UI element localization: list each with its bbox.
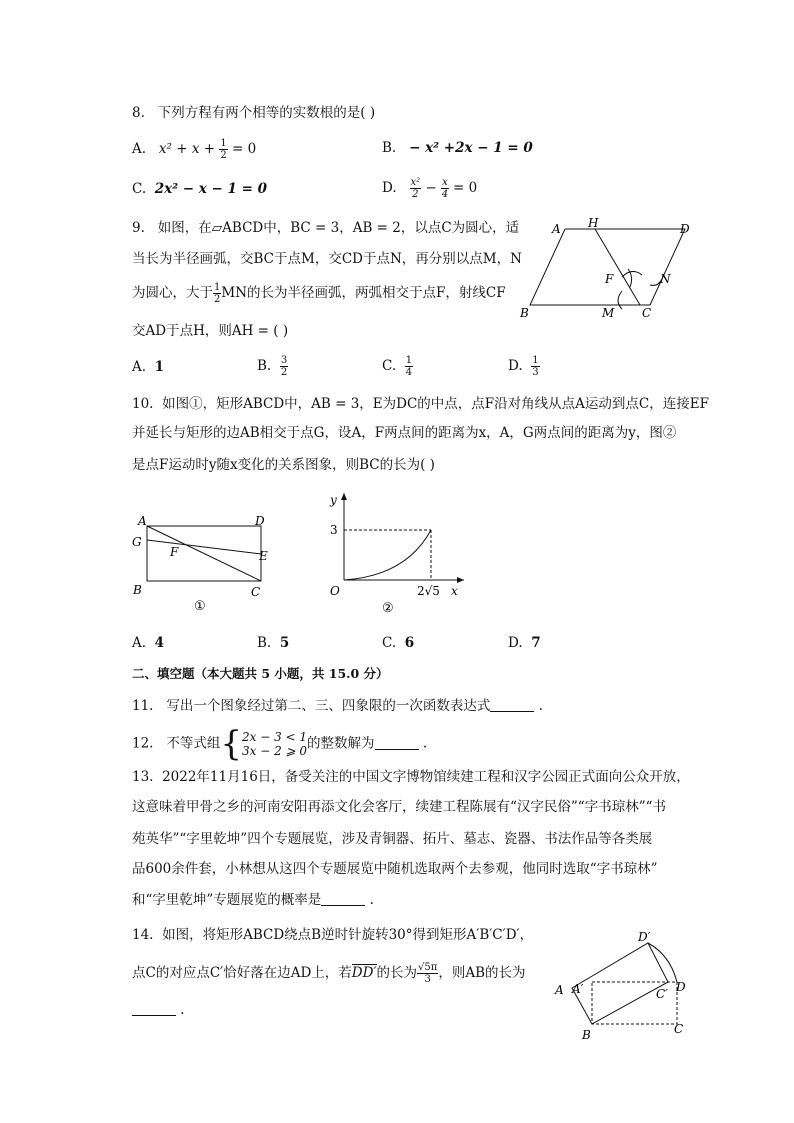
label-x: x [451, 584, 458, 598]
answer-blank[interactable] [375, 735, 419, 750]
q8-option-c[interactable] [132, 179, 267, 199]
q10-line2: 并延长与矩形的边AB相交于点G，设A，F两点间的距离为x，A，G两点间的距离为y，图② [132, 425, 677, 441]
q9-option-c[interactable] [382, 355, 413, 378]
fraction: $\frac{√5\pi}{3}$ [418, 962, 438, 985]
label-c: C [642, 306, 652, 320]
answer-blank[interactable] [490, 697, 534, 712]
label-d: D [680, 222, 690, 236]
q8-option-b[interactable] [382, 138, 533, 158]
label-c: C [251, 585, 261, 599]
q13-line1 [132, 767, 690, 787]
option-value: 4 [154, 635, 165, 651]
q8-text: 下列方程有两个相等的实数根的是( ) [157, 105, 376, 121]
answer-blank[interactable] [132, 1001, 176, 1016]
q14-line2: 点C的对应点C′恰好落在边AD上，若DD′的长为 $\frac{√5\pi}{3}$ ，则AB的长为 [132, 962, 526, 985]
q9-line3: 为圆心，大于 $\frac{1}{2}$ MN的长为半径画弧，两弧相交于点F，射线CF [132, 282, 506, 305]
minus-sign: − [425, 180, 437, 196]
label-b: B [582, 1028, 591, 1042]
q13-line4: 品600余件套，小林想从这四个专题展览中随机选取两个去参观，他同时选取“字书琼林” [132, 861, 658, 877]
arc-m [618, 291, 622, 309]
q13-line5: 和“字里乾坤”专题展览的概率是 . [132, 892, 374, 908]
option-formula: − x² +2x − 1 = 0 [409, 140, 533, 156]
q10-option-d[interactable] [508, 633, 541, 653]
q10-number: 10. [132, 396, 154, 412]
figure-caption: ① [194, 599, 206, 614]
label-a-prime: A′ [572, 982, 584, 996]
option-label: D. [508, 358, 523, 374]
q9-line4: 交AD于点H，则AH = ( ) [132, 323, 289, 339]
q9-option-b[interactable] [257, 355, 288, 378]
option-label: A. [132, 141, 147, 157]
label-f: F [170, 545, 179, 559]
curve [344, 530, 431, 580]
q10-line1 [132, 394, 709, 414]
q9-number: 9. [132, 220, 145, 236]
q11-text: 写出一个图象经过第二、三、四象限的一次函数表达式 [166, 698, 491, 714]
label-e: E [259, 549, 268, 563]
q9-text: 如图，在▱ABCD中，BC = 3，AB = 2，以点C为圆心，适 [157, 220, 520, 236]
label-d: D [676, 980, 686, 994]
label-a: A [138, 514, 147, 528]
q10-text: 如图①，矩形ABCD中，AB = 3，E为DC的中点，点F沿对角线从点A运动到点C，连接EF [162, 396, 709, 412]
option-label: C. [132, 181, 147, 197]
q10-line3: 是点F运动时y随x变化的关系图象，则BC的长为( ) [132, 457, 435, 473]
y-arrow [341, 493, 347, 500]
q14-line1 [132, 925, 533, 945]
label-b: B [133, 583, 142, 597]
q14-number: 14. [132, 927, 154, 943]
q8-stem [132, 103, 375, 123]
label-h: H [588, 216, 599, 230]
arc-f1 [622, 271, 642, 277]
option-label: B. [257, 358, 272, 374]
q13-text: 2022年11月16日，备受关注的中国文字博物馆续建工程和汉字公园正式面向公众开放， [162, 769, 690, 785]
q10-rectangle-figure [128, 508, 288, 618]
option-value: 1 [154, 359, 165, 375]
option-value: 7 [531, 635, 541, 651]
q10-option-a[interactable] [132, 633, 164, 653]
option-formula: 2x² − x − 1 = 0 [154, 181, 268, 197]
label-d: D [255, 514, 265, 528]
option-formula-end: = 0 [232, 141, 257, 157]
q12-text: 不等式组 [166, 735, 221, 752]
q12: 12. 不等式组{ 2x − 3 < 1 3x − 2 ⩾ 0 的整数解为 . [132, 724, 428, 764]
option-label: D. [508, 635, 523, 651]
line-ge [147, 540, 261, 554]
label-m: M [602, 306, 615, 320]
option-label: D. [382, 180, 397, 196]
option-value: 5 [279, 635, 290, 651]
q8-number: 8. [132, 105, 145, 121]
q11: 11. 写出一个图象经过第二、三、四象限的一次函数表达式 . [132, 698, 543, 714]
fraction: $\frac{\text{x²}}{2}$ [410, 177, 421, 200]
arc-dd-prime [648, 943, 677, 982]
q13-line2: 这意味着甲骨之乡的河南安阳再添文化会客厅，续建工程陈展有“汉字民俗”“字书琼林”“书 [132, 799, 667, 815]
label-o: O [330, 584, 340, 598]
option-label: B. [257, 635, 272, 651]
q9-line1 [132, 218, 519, 238]
label-g: G [132, 535, 142, 549]
q11-number: 11. [132, 698, 154, 714]
q10-option-c[interactable] [382, 633, 414, 653]
answer-blank[interactable] [321, 891, 365, 906]
q13-line3: 苑英华”“字里乾坤”四个专题展览，涉及青铜器、拓片、墓志、瓷器、书法作品等各类展 [132, 831, 653, 847]
label-three: 3 [330, 523, 338, 537]
q9-option-a[interactable] [132, 357, 164, 377]
option-label: C. [382, 635, 397, 651]
fraction: $\frac{1}{2}$ [220, 138, 227, 161]
fraction: $\frac{1}{4}$ [405, 355, 413, 378]
fraction: $\frac{1}{3}$ [532, 355, 539, 378]
fraction: $\frac{1}{2}$ [214, 282, 221, 305]
left-brace: { [220, 724, 242, 764]
option-label: A. [132, 359, 147, 375]
q9-parallelogram-figure [510, 215, 710, 325]
q12-number: 12. [132, 735, 154, 752]
label-a: A [552, 222, 561, 236]
q10-option-b[interactable] [257, 633, 289, 653]
label-n: N [660, 272, 671, 286]
equals-zero: = 0 [453, 180, 478, 196]
label-a: A [555, 983, 564, 997]
q10-graph-figure [316, 488, 476, 618]
label-f: F [605, 272, 614, 286]
parallelogram [530, 229, 685, 305]
rotated-rectangle [572, 943, 668, 1024]
label-2root5: 2√5 [417, 584, 440, 598]
inequality-system: 2x − 3 < 1 3x − 2 ⩾ 0 [242, 730, 308, 758]
option-value: 6 [404, 635, 415, 651]
ray-cf [595, 229, 640, 305]
label-b: B [520, 306, 529, 320]
label-y: y [330, 493, 337, 507]
q12-text-post: 的整数解为 [307, 735, 375, 752]
q9-option-d[interactable] [508, 355, 540, 378]
q9-line2: 当长为半径画弧，交BC于点M，交CD于点N，再分别以点M，N [132, 251, 522, 267]
section-title: 二、填空题（本大题共 5 小题，共 15.0 分） [132, 666, 389, 681]
option-label: A. [132, 635, 147, 651]
q14-text: 如图，将矩形ABCD绕点B逆时针旋转30°得到矩形A′B′C′D′， [162, 927, 534, 943]
diagonal-ac [147, 526, 261, 581]
x-arrow [457, 577, 464, 583]
fraction: $\frac{x}{4}$ [441, 177, 449, 200]
q8-option-a[interactable] [132, 138, 256, 161]
figure-caption: ② [382, 601, 394, 616]
label-d-prime: D′ [638, 930, 651, 944]
arc-dd: DD′ [351, 965, 377, 981]
option-label: B. [382, 140, 397, 156]
option-label: C. [382, 358, 397, 374]
option-formula: x² + x + [158, 141, 216, 157]
q14-line3: . [132, 1000, 185, 1020]
q8-option-d[interactable] [382, 177, 477, 200]
fraction: $\frac{3}{2}$ [280, 355, 288, 378]
label-c: C [674, 1022, 684, 1036]
label-c-prime: C′ [656, 987, 668, 1001]
q13-number: 13. [132, 769, 154, 785]
q14-rotation-figure [550, 925, 710, 1045]
